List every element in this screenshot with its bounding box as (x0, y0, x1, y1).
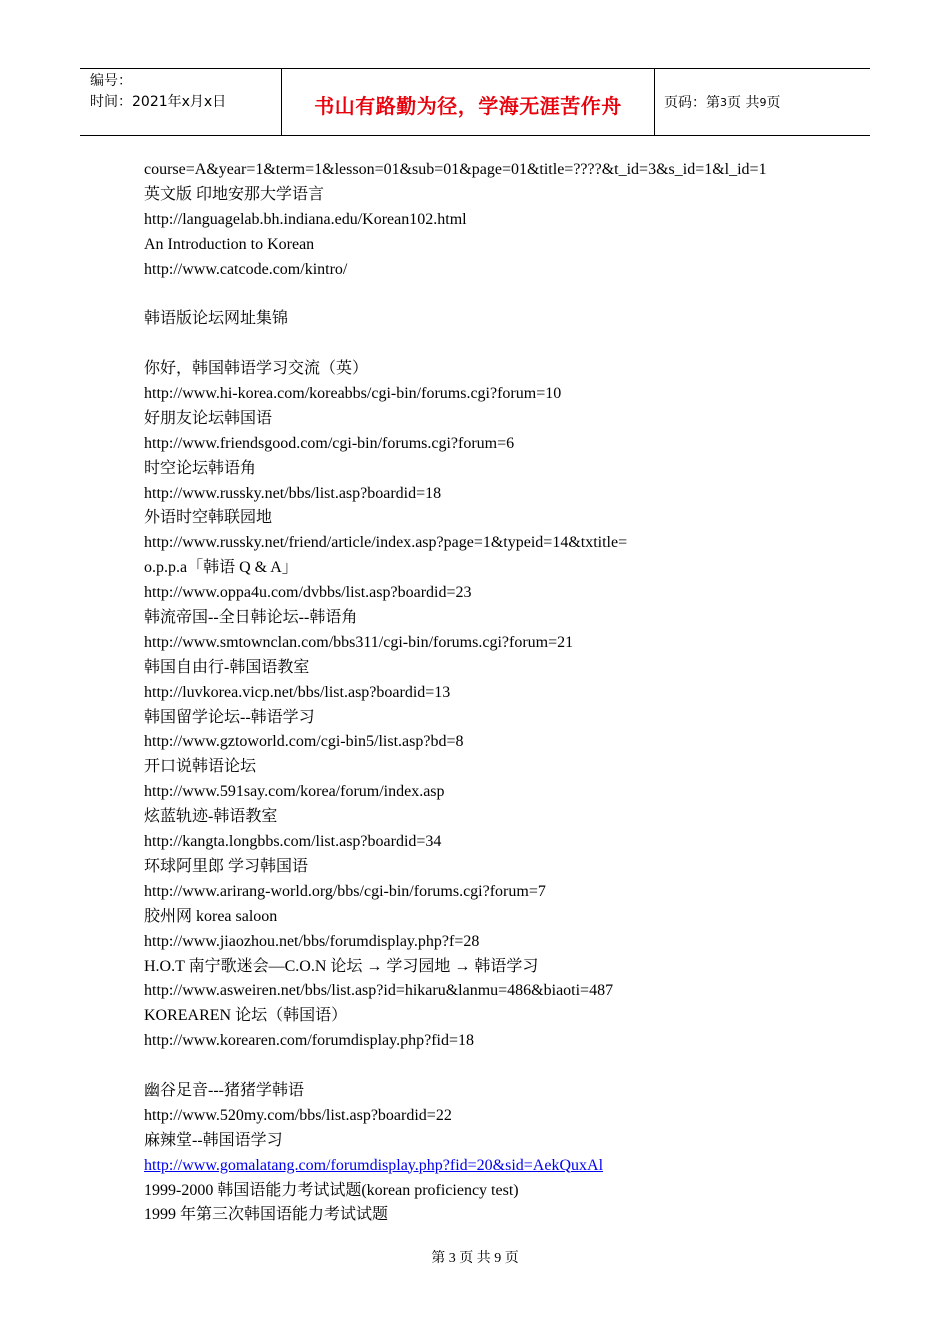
body-line: 环球阿里郎 学习韩国语 (144, 857, 309, 875)
body-line: 好朋友论坛韩国语 (144, 409, 273, 427)
body-line: 1999 年第三次韩国语能力考试试题 (144, 1206, 389, 1224)
page-current: 3 (720, 95, 727, 109)
body-line: 炫蓝轨迹-韩语教室 (144, 808, 278, 826)
body-line: http://www.520my.com/bbs/list.asp?boardid=22 (144, 1106, 452, 1124)
body-line: course=A&year=1&term=1&lesson=01&sub=01&page=01&title=????&t_id=3&s_id=1&l_id=1 (144, 161, 767, 178)
document-body (144, 158, 844, 1228)
footer-page-number: 第 3 页 共 9 页 (431, 1251, 519, 1266)
body-line: http://www.591say.com/korea/forum/index.asp (144, 783, 445, 801)
page-total: 9 (759, 95, 767, 109)
document-number-label: 编号： (90, 73, 132, 89)
body-line: 开口说韩语论坛 (144, 758, 257, 776)
body-line: An Introduction to Korean (144, 235, 315, 253)
body-line: http://www.hi-korea.com/koreabbs/cgi-bin/forums.cgi?forum=10 (144, 385, 562, 403)
body-line: 韩流帝国--全日韩论坛--韩语角 (144, 609, 358, 627)
body-line: o.p.p.a「韩语 Q & A」 (144, 559, 298, 577)
body-line: http://languagelab.bh.indiana.edu/Korean102.html (144, 210, 467, 228)
body-line: 韩国留学论坛--韩语学习 (144, 708, 315, 726)
body-line: http://www.catcode.com/kintro/ (144, 260, 348, 278)
body-line: 你好，韩国韩语学习交流（英） (144, 360, 369, 378)
body-line: http://www.arirang-world.org/bbs/cgi-bin/forums.cgi?forum=7 (144, 882, 546, 900)
page-end-label: 页 (766, 95, 781, 111)
body-line (144, 1154, 844, 1179)
body-line: http://kangta.longbbs.com/list.asp?boardid=34 (144, 833, 442, 851)
body-line: 韩国自由行-韩国语教室 (144, 658, 310, 676)
header-motto: 书山有路勤为径，学海无涯苦作舟 (314, 93, 622, 118)
header-page-info (655, 69, 870, 135)
blank-line (144, 1054, 844, 1079)
body-line: http://luvkorea.vicp.net/bbs/list.asp?boardid=13 (144, 683, 451, 701)
blank-line (144, 282, 844, 307)
page-label: 页码：第 (664, 95, 720, 111)
body-line: H.O.T 南宁歌迷会—C.O.N 论坛 → 学习园地 → 韩语学习 (144, 957, 539, 975)
page-footer (0, 1247, 950, 1267)
body-line: http://www.smtownclan.com/bbs311/cgi-bin/forums.cgi?forum=21 (144, 633, 574, 651)
body-line: 时空论坛韩语角 (144, 459, 257, 477)
body-line: 麻辣堂--韩国语学习 (144, 1131, 283, 1149)
body-line: http://www.jiaozhou.net/bbs/forumdisplay.php?f=28 (144, 932, 480, 950)
body-line: http://www.asweiren.net/bbs/list.asp?id=hikaru&lanmu=486&biaoti=487 (144, 982, 614, 1000)
header-motto-cell (281, 69, 655, 135)
body-line: 1999-2000 韩国语能力考试试题(korean proficiency test) (144, 1181, 519, 1199)
body-line: http://www.oppa4u.com/dvbbs/list.asp?boardid=23 (144, 584, 472, 602)
body-line: http://www.russky.net/friend/article/index.asp?page=1&typeid=14&txtitle= (144, 534, 628, 552)
body-line: http://www.friendsgood.com/cgi-bin/forums.cgi?forum=6 (144, 434, 515, 452)
body-line: 韩语版论坛网址集锦 (144, 310, 289, 328)
page-header (80, 68, 870, 136)
blank-line (144, 332, 844, 357)
body-line: 外语时空韩联园地 (144, 509, 273, 527)
document-date: 时间：2021年x月x日 (90, 94, 227, 110)
body-line: http://www.gztoworld.com/cgi-bin5/list.asp?bd=8 (144, 733, 464, 751)
body-line: 幽谷足音---猪猪学韩语 (144, 1081, 304, 1099)
body-line: KOREAREN 论坛（韩国语） (144, 1007, 348, 1025)
header-meta (80, 69, 281, 135)
body-line: 胶州网 korea saloon (144, 907, 278, 925)
hyperlink[interactable]: http://www.gomalatang.com/forumdisplay.php?fid=20&sid=AekQuxAl (144, 1156, 604, 1174)
body-line: http://www.russky.net/bbs/list.asp?boardid=18 (144, 484, 442, 502)
page-mid-label: 页 共 (727, 95, 760, 111)
body-line: 英文版 印地安那大学语言 (144, 185, 325, 203)
body-line: http://www.korearen.com/forumdisplay.php?fid=18 (144, 1032, 474, 1050)
